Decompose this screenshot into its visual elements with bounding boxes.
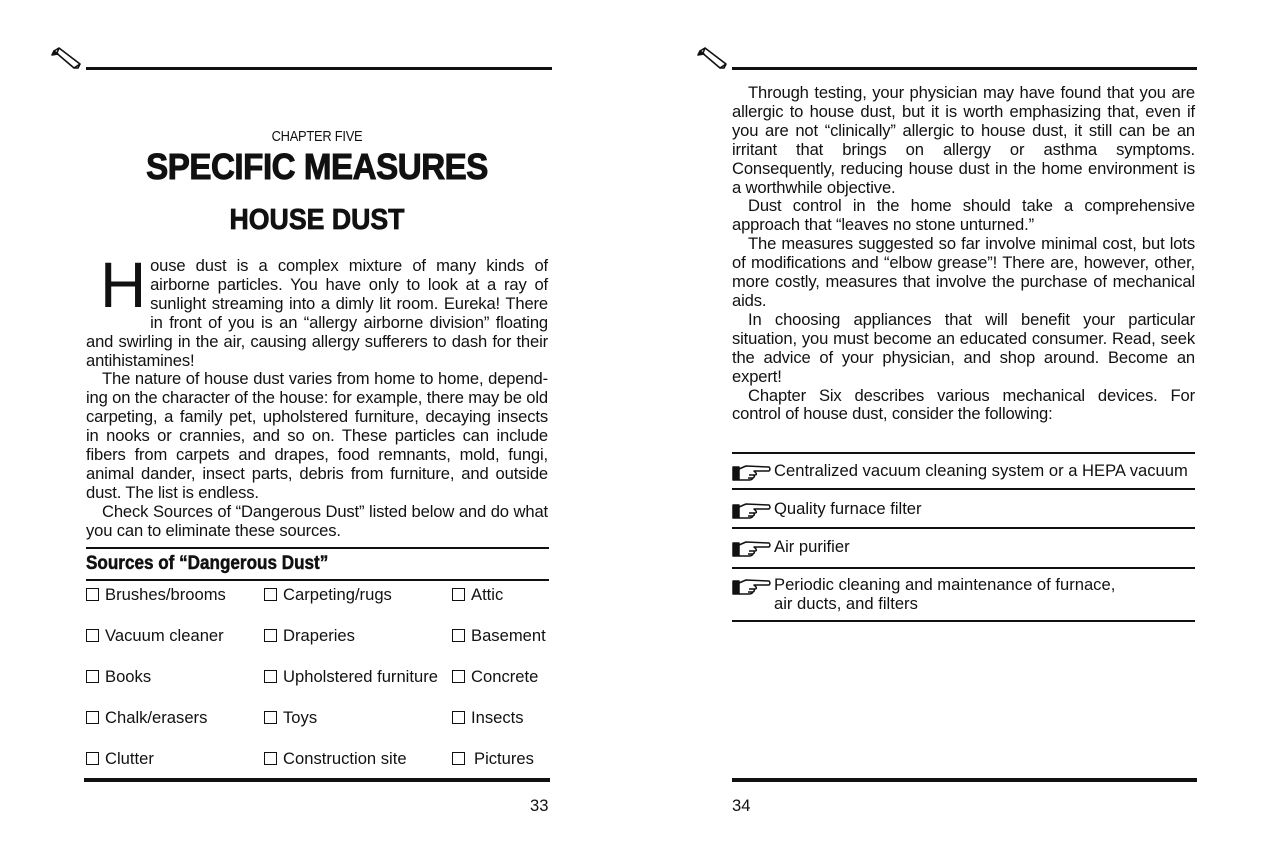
right-body-text [732,84,1195,424]
left-body-text [86,249,548,541]
checklist-item[interactable] [264,667,438,686]
checkbox[interactable] [264,588,277,601]
checklist-item[interactable] [264,749,407,768]
checklist-item[interactable] [86,749,154,768]
list-item [732,499,1195,521]
paragraph-intro [86,249,548,370]
pointing-hand-icon [732,463,772,483]
list-item [732,461,1195,483]
checkbox[interactable] [264,670,277,683]
page-number: 33 [530,796,549,815]
checklist-item[interactable] [452,749,534,768]
checkbox[interactable] [264,711,277,724]
list-item-text: Centralized vacuum cleaning system or a HEPA vacuum [774,461,1188,480]
chapter-label: CHAPTER FIVE [271,128,363,145]
list-rule [732,452,1195,454]
checkbox[interactable] [264,629,277,642]
checklist-item[interactable] [86,626,224,645]
list-rule [732,488,1195,490]
paragraph: The measures suggested so far involve minimal cost, but lots of modifications and “elbow grease”! There are, however, other, more costly, measures that involve the purchase of mechanical aids. [732,234,1195,310]
checklist-label: Books [105,667,152,686]
checkbox[interactable] [86,752,99,765]
checklist-item[interactable] [264,708,317,727]
checkbox[interactable] [452,752,465,765]
checklist-label: Carpeting/rugs [283,585,392,604]
checklist-label: Chalk/erasers [105,708,208,727]
checkbox[interactable] [86,711,99,724]
checklist-item[interactable] [452,626,546,645]
checklist-item[interactable] [86,585,226,604]
list-rule [732,620,1195,622]
header-rule [732,67,1197,70]
checklist-label: Pictures [474,749,534,768]
section-title: HOUSE DUST [229,204,405,236]
paragraph-text: ouse dust is a complex mixture of many kinds of airborne particles. You have only to look at a ray of sunlight streaming into a dimly lit room. Eureka! There in front of you is an “allergy airborne division” floating and swirling in the air, causing allergy sufferers to dash for their antihistamines! [86,256,548,370]
list-rule [732,527,1195,529]
footer-rule [732,778,1197,782]
list-item-text: Air purifier [774,537,850,556]
checklist-label: Construction site [283,749,407,768]
checkbox[interactable] [452,588,465,601]
checklist-item[interactable] [86,667,151,686]
checklist-item[interactable] [86,708,207,727]
sources-title: Sources of “Dangerous Dust” [86,553,329,574]
checklist-label: Brushes/brooms [105,585,226,604]
checklist-item[interactable] [264,585,392,604]
sources-top-rule [86,547,549,549]
checklist-item[interactable] [452,667,538,686]
checkbox[interactable] [452,711,465,724]
checklist-label: Concrete [471,667,539,686]
header-rule [86,67,552,70]
paragraph: Check Sources of “Dangerous Dust” listed below and do what you can to eliminate these sources. [86,501,548,540]
checkbox[interactable] [264,752,277,765]
list-item-text: Periodic cleaning and maintenance of furnace, air ducts, and filters [774,575,1116,613]
checklist-label: Vacuum cleaner [105,626,224,645]
checkbox[interactable] [86,629,99,642]
checklist-item[interactable] [264,626,355,645]
paragraph: The nature of house dust varies from home to home, depend-ing on the character of the house: for example, there may be old carpeting, a family pet, upholstered furniture, decaying insects in nooks or crannies, and so on. These particles can include fibers from carpets and drapes, food remnants, mold, fungi, animal dander, insect parts, debris from furniture, and outside dust. The list is endless. [86,369,548,502]
checklist-label: Attic [471,585,504,604]
sources-bottom-rule [84,778,550,782]
list-item [732,575,1195,613]
pointing-hand-icon [732,501,772,521]
pointing-hand-icon [732,577,772,597]
sources-title-rule [86,579,549,581]
checkbox[interactable] [86,670,99,683]
paragraph: Through testing, your physician may have found that you are allergic to house dust, but it is worth emphasizing that, even if you are not “clinically” allergic to house dust, it still can be an irritant that brings on allergy or asthma symptoms. Consequently, reducing house dust in the home environment is a worthwhile objective. [732,83,1195,197]
checklist-item[interactable] [452,708,524,727]
paragraph: Dust control in the home should take a comprehensive approach that “leaves no stone unturned.” [732,196,1195,235]
list-rule [732,567,1195,569]
checklist-label: Clutter [105,749,154,768]
checklist-label: Toys [283,708,318,727]
checklist-label: Basement [471,626,546,645]
checklist-label: Insects [471,708,524,727]
pointing-hand-icon [732,539,772,559]
checkbox[interactable] [452,670,465,683]
list-item-text: Quality furnace filter [774,499,922,518]
pencil-icon [50,46,84,70]
checklist-item[interactable] [452,585,503,604]
paragraph: In choosing appliances that will benefit your particular situation, you must become an educated consumer. Read, seek the advice of your physician, and shop around. Become an expert! [732,309,1195,386]
chapter-title: SPECIFIC MEASURES [146,146,488,187]
checkbox[interactable] [86,588,99,601]
dropcap: H [100,249,147,321]
checklist-label: Upholstered furniture [283,667,438,686]
checkbox[interactable] [452,629,465,642]
page-number: 34 [732,796,751,815]
paragraph: Chapter Six describes various mechanical devices. For control of house dust, consider the following: [732,385,1195,424]
checklist-label: Draperies [283,626,355,645]
list-item [732,537,1195,559]
pencil-icon [696,46,730,70]
